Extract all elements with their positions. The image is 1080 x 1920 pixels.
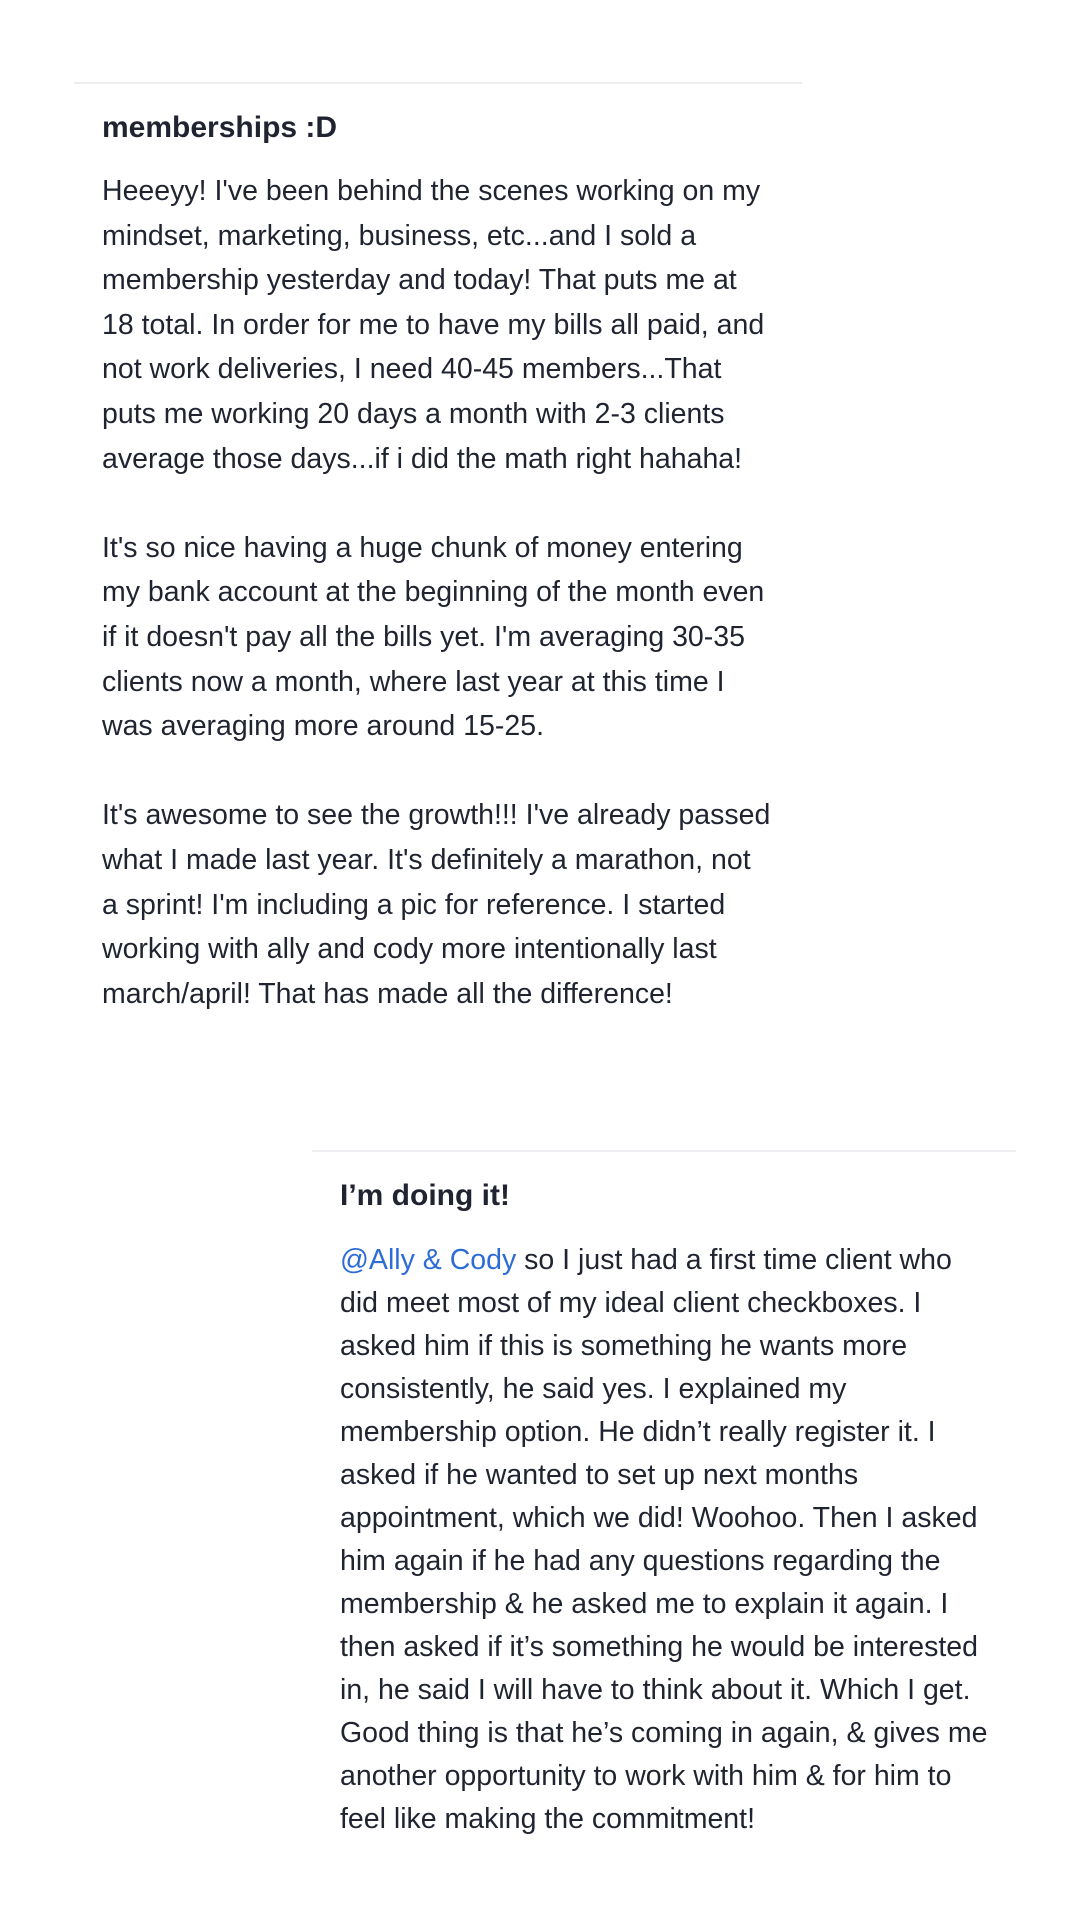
- post-title: memberships :D: [102, 111, 338, 144]
- mention-link[interactable]: @Ally & Cody: [340, 1244, 517, 1276]
- post-card-im-doing-it[interactable]: [312, 1150, 1016, 1841]
- post-title: I’m doing it!: [340, 1179, 510, 1212]
- post-paragraph-3: It's awesome to see the growth!!! I've already passed what I made last year. It's definitely a marathon, not a sprint! I'm including a pic for reference. I started working with ally and cody more intentionally last march/april! That has made all the difference!: [102, 799, 771, 1010]
- post-body-text: so I just had a first time client who did meet most of my ideal client checkboxes. I asked him if this is something he wants more consistently, he said yes. I explained my membership option. He didn’t really register it. I asked if he wanted to set up next months appointment, which we did! Woohoo. Then I asked him again if he had any questions regarding the membership & he asked me to explain it again. I then asked if it’s something he would be interested in, he said I will have to think about it. Which I get. Good thing is that he’s coming in again, & gives me another opportunity to work with him & for him to feel like making the commitment!: [340, 1244, 988, 1835]
- post-body: [340, 1239, 988, 1841]
- post-paragraph-2: It's so nice having a huge chunk of money entering my bank account at the beginning of the month even if it doesn't pay all the bills yet. I'm averaging 30-35 clients now a month, where last year at this time I was averaging more around 15-25.: [102, 531, 765, 743]
- post-card-memberships[interactable]: [74, 82, 802, 1016]
- post-paragraph-1: Heeeyy! I've been behind the scenes working on my mindset, marketing, business, etc...and I sold a membership yesterday and today! That puts me at 18 total. In order for me to have my bills all paid, and not work deliveries, I need 40-45 members...That puts me working 20 days a month with 2-3 clients average those days...if i did the math right hahaha!: [102, 175, 765, 475]
